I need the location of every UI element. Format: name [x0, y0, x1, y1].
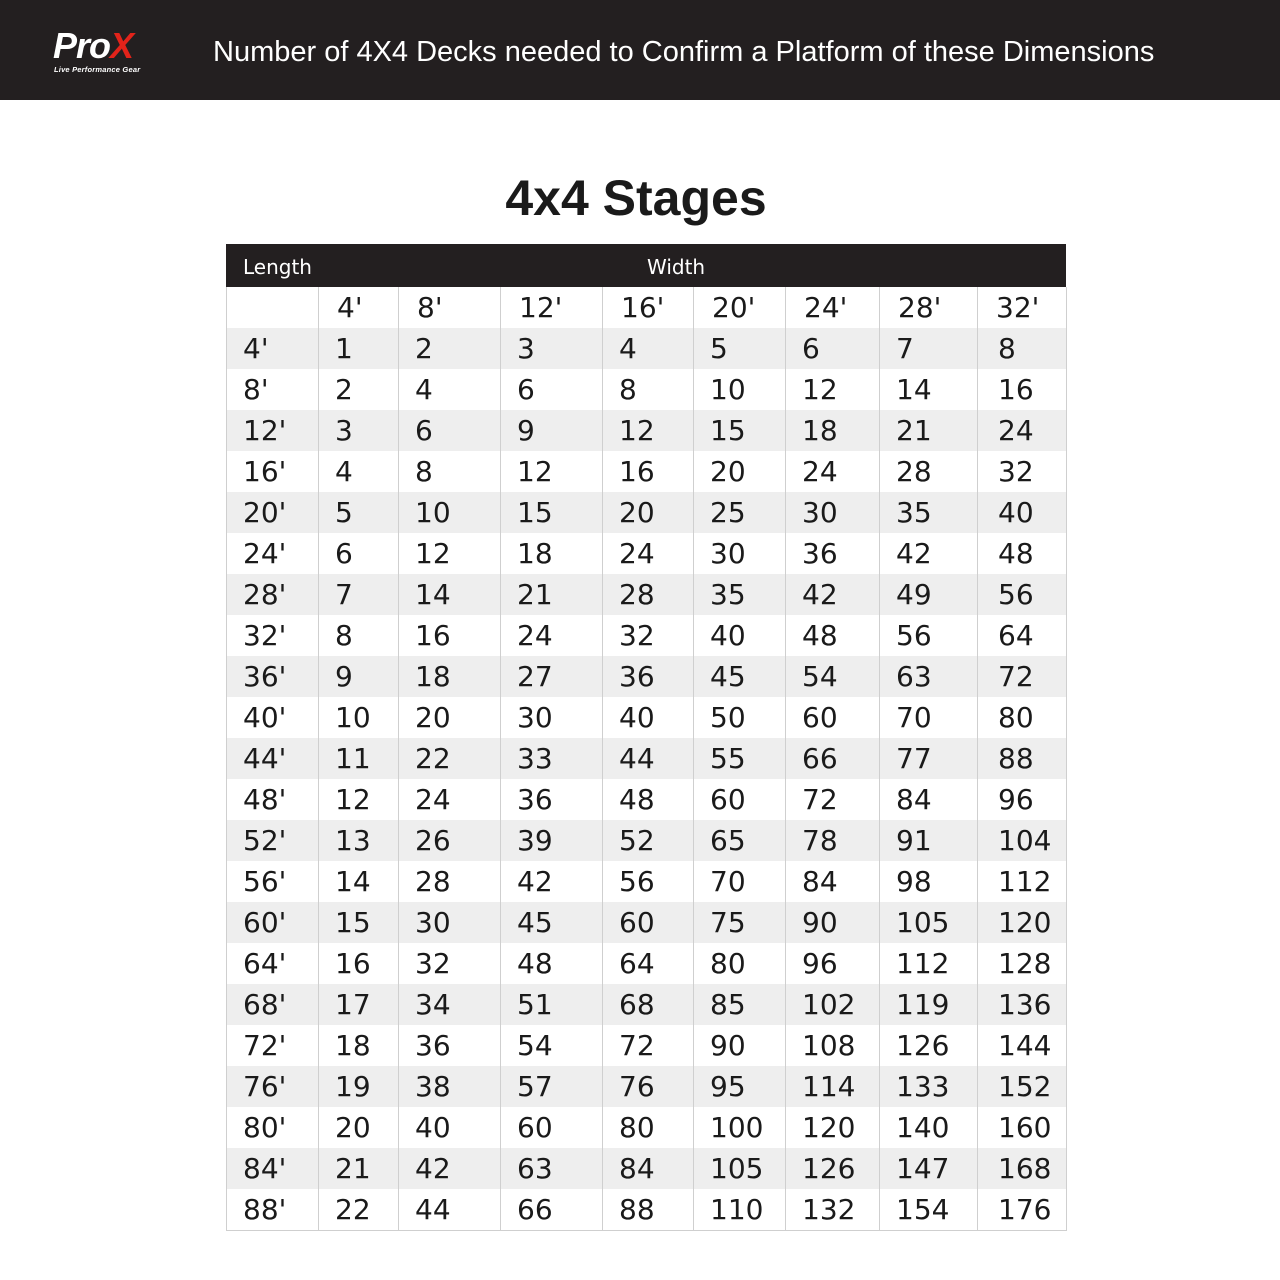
- table-row: [227, 738, 1067, 779]
- deck-count-cell: 28: [880, 451, 978, 492]
- width-header: Width: [647, 255, 706, 279]
- deck-count-cell: 20: [319, 1107, 399, 1148]
- deck-count-cell: 36: [501, 779, 603, 820]
- table-row: [227, 1189, 1067, 1231]
- deck-count-cell: 49: [880, 574, 978, 615]
- deck-count-cell: 30: [399, 902, 501, 943]
- table-row: [227, 492, 1067, 533]
- width-column-header: 8': [399, 287, 501, 328]
- width-column-header: 28': [880, 287, 978, 328]
- table-row: [227, 410, 1067, 451]
- deck-count-cell: 95: [694, 1066, 786, 1107]
- deck-count-cell: 80: [694, 943, 786, 984]
- deck-count-cell: 57: [501, 1066, 603, 1107]
- deck-count-cell: 48: [603, 779, 694, 820]
- deck-count-cell: 2: [319, 369, 399, 410]
- deck-count-cell: 60: [786, 697, 880, 738]
- corner-cell: [227, 287, 319, 328]
- deck-count-cell: 8: [603, 369, 694, 410]
- deck-count-cell: 36: [786, 533, 880, 574]
- table-row: [227, 1148, 1067, 1189]
- width-column-header: 24': [786, 287, 880, 328]
- length-row-header: 88': [227, 1189, 319, 1231]
- deck-count-cell: 176: [978, 1189, 1067, 1231]
- deck-count-cell: 77: [880, 738, 978, 779]
- deck-count-cell: 40: [694, 615, 786, 656]
- deck-count-cell: 16: [319, 943, 399, 984]
- deck-count-cell: 154: [880, 1189, 978, 1231]
- length-row-header: 32': [227, 615, 319, 656]
- table-row: [227, 451, 1067, 492]
- deck-count-cell: 96: [978, 779, 1067, 820]
- table-row: [227, 369, 1067, 410]
- deck-count-cell: 14: [399, 574, 501, 615]
- deck-count-cell: 21: [319, 1148, 399, 1189]
- deck-count-cell: 160: [978, 1107, 1067, 1148]
- deck-count-cell: 65: [694, 820, 786, 861]
- table-row: [227, 820, 1067, 861]
- deck-count-cell: 88: [978, 738, 1067, 779]
- length-row-header: 80': [227, 1107, 319, 1148]
- deck-count-cell: 64: [603, 943, 694, 984]
- deck-count-cell: 105: [694, 1148, 786, 1189]
- deck-count-cell: 63: [501, 1148, 603, 1189]
- deck-count-cell: 84: [786, 861, 880, 902]
- deck-count-cell: 22: [399, 738, 501, 779]
- deck-count-cell: 5: [319, 492, 399, 533]
- deck-count-cell: 51: [501, 984, 603, 1025]
- deck-count-cell: 30: [694, 533, 786, 574]
- deck-count-cell: 21: [501, 574, 603, 615]
- deck-count-cell: 35: [880, 492, 978, 533]
- deck-count-cell: 24: [501, 615, 603, 656]
- deck-count-cell: 80: [978, 697, 1067, 738]
- deck-count-cell: 96: [786, 943, 880, 984]
- deck-count-cell: 126: [786, 1148, 880, 1189]
- table-row: [227, 902, 1067, 943]
- table-row: [227, 615, 1067, 656]
- deck-count-cell: 3: [501, 328, 603, 369]
- deck-count-cell: 18: [786, 410, 880, 451]
- length-row-header: 28': [227, 574, 319, 615]
- deck-count-cell: 28: [603, 574, 694, 615]
- deck-count-cell: 8: [399, 451, 501, 492]
- deck-count-cell: 100: [694, 1107, 786, 1148]
- deck-count-cell: 14: [319, 861, 399, 902]
- deck-count-cell: 32: [603, 615, 694, 656]
- deck-count-cell: 16: [399, 615, 501, 656]
- deck-count-cell: 16: [978, 369, 1067, 410]
- length-row-header: 56': [227, 861, 319, 902]
- width-column-header: 16': [603, 287, 694, 328]
- deck-count-cell: 10: [694, 369, 786, 410]
- deck-count-cell: 55: [694, 738, 786, 779]
- deck-count-cell: 15: [694, 410, 786, 451]
- deck-count-cell: 152: [978, 1066, 1067, 1107]
- logo-tagline: Live Performance Gear: [54, 65, 141, 74]
- deck-count-cell: 52: [603, 820, 694, 861]
- deck-count-cell: 40: [399, 1107, 501, 1148]
- deck-count-cell: 44: [399, 1189, 501, 1231]
- deck-count-cell: 132: [786, 1189, 880, 1231]
- deck-count-cell: 45: [501, 902, 603, 943]
- deck-count-cell: 56: [603, 861, 694, 902]
- length-row-header: 4': [227, 328, 319, 369]
- deck-count-cell: 85: [694, 984, 786, 1025]
- deck-count-cell: 35: [694, 574, 786, 615]
- column-header-row: [227, 287, 1067, 328]
- deck-count-cell: 60: [603, 902, 694, 943]
- deck-count-cell: 112: [880, 943, 978, 984]
- deck-count-cell: 70: [694, 861, 786, 902]
- deck-count-cell: 108: [786, 1025, 880, 1066]
- deck-count-cell: 15: [319, 902, 399, 943]
- deck-count-cell: 84: [880, 779, 978, 820]
- deck-count-cell: 70: [880, 697, 978, 738]
- deck-count-cell: 126: [880, 1025, 978, 1066]
- deck-count-cell: 10: [319, 697, 399, 738]
- length-row-header: 12': [227, 410, 319, 451]
- deck-count-cell: 91: [880, 820, 978, 861]
- deck-count-cell: 72: [603, 1025, 694, 1066]
- deck-count-cell: 24: [399, 779, 501, 820]
- deck-count-cell: 6: [399, 410, 501, 451]
- length-row-header: 20': [227, 492, 319, 533]
- deck-count-cell: 50: [694, 697, 786, 738]
- deck-count-cell: 120: [978, 902, 1067, 943]
- deck-count-cell: 9: [319, 656, 399, 697]
- width-column-header: 32': [978, 287, 1067, 328]
- deck-count-cell: 8: [319, 615, 399, 656]
- deck-count-cell: 21: [880, 410, 978, 451]
- deck-count-cell: 48: [501, 943, 603, 984]
- deck-count-cell: 78: [786, 820, 880, 861]
- deck-count-cell: 68: [603, 984, 694, 1025]
- deck-count-cell: 4: [603, 328, 694, 369]
- deck-count-cell: 12: [399, 533, 501, 574]
- length-row-header: 60': [227, 902, 319, 943]
- deck-count-cell: 42: [501, 861, 603, 902]
- deck-count-cell: 32: [399, 943, 501, 984]
- table-row: [227, 1107, 1067, 1148]
- header-banner: [0, 0, 1280, 100]
- decks-grid: [226, 287, 1067, 1231]
- deck-count-cell: 34: [399, 984, 501, 1025]
- table-header-bar: [226, 244, 1066, 287]
- deck-count-cell: 6: [501, 369, 603, 410]
- deck-count-cell: 19: [319, 1066, 399, 1107]
- width-column-header: 4': [319, 287, 399, 328]
- deck-count-cell: 4: [399, 369, 501, 410]
- length-row-header: 68': [227, 984, 319, 1025]
- table-row: [227, 328, 1067, 369]
- deck-count-cell: 16: [603, 451, 694, 492]
- deck-count-cell: 36: [603, 656, 694, 697]
- deck-count-cell: 104: [978, 820, 1067, 861]
- length-row-header: 52': [227, 820, 319, 861]
- deck-count-cell: 54: [501, 1025, 603, 1066]
- deck-count-cell: 56: [880, 615, 978, 656]
- deck-count-cell: 40: [978, 492, 1067, 533]
- deck-count-cell: 1: [319, 328, 399, 369]
- deck-count-cell: 27: [501, 656, 603, 697]
- deck-count-cell: 22: [319, 1189, 399, 1231]
- deck-count-cell: 63: [880, 656, 978, 697]
- deck-count-cell: 36: [399, 1025, 501, 1066]
- deck-count-cell: 30: [501, 697, 603, 738]
- width-column-header: 20': [694, 287, 786, 328]
- length-row-header: 36': [227, 656, 319, 697]
- deck-count-cell: 25: [694, 492, 786, 533]
- logo-wordmark: [53, 25, 134, 66]
- deck-count-cell: 72: [978, 656, 1067, 697]
- deck-count-cell: 144: [978, 1025, 1067, 1066]
- deck-count-cell: 28: [399, 861, 501, 902]
- deck-count-cell: 110: [694, 1189, 786, 1231]
- deck-count-cell: 90: [786, 902, 880, 943]
- length-row-header: 84': [227, 1148, 319, 1189]
- length-row-header: 8': [227, 369, 319, 410]
- deck-count-cell: 45: [694, 656, 786, 697]
- deck-count-cell: 13: [319, 820, 399, 861]
- deck-count-cell: 133: [880, 1066, 978, 1107]
- deck-count-cell: 120: [786, 1107, 880, 1148]
- length-header: Length: [243, 255, 312, 279]
- table-row: [227, 943, 1067, 984]
- page-title: 4x4 Stages: [505, 170, 767, 226]
- logo-wordmark-x: X: [110, 25, 134, 66]
- length-row-header: 64': [227, 943, 319, 984]
- deck-count-cell: 9: [501, 410, 603, 451]
- deck-count-cell: 54: [786, 656, 880, 697]
- table-row: [227, 574, 1067, 615]
- deck-count-cell: 66: [786, 738, 880, 779]
- deck-count-cell: 76: [603, 1066, 694, 1107]
- deck-count-cell: 98: [880, 861, 978, 902]
- deck-count-cell: 42: [399, 1148, 501, 1189]
- deck-count-cell: 8: [978, 328, 1067, 369]
- deck-count-cell: 114: [786, 1066, 880, 1107]
- deck-count-cell: 12: [603, 410, 694, 451]
- deck-count-cell: 147: [880, 1148, 978, 1189]
- deck-count-cell: 48: [786, 615, 880, 656]
- deck-count-cell: 75: [694, 902, 786, 943]
- deck-count-cell: 42: [786, 574, 880, 615]
- deck-count-cell: 30: [786, 492, 880, 533]
- deck-count-cell: 12: [319, 779, 399, 820]
- deck-count-cell: 18: [501, 533, 603, 574]
- deck-count-cell: 10: [399, 492, 501, 533]
- deck-count-cell: 20: [603, 492, 694, 533]
- deck-count-cell: 2: [399, 328, 501, 369]
- deck-count-cell: 12: [501, 451, 603, 492]
- deck-count-cell: 42: [880, 533, 978, 574]
- deck-count-cell: 24: [786, 451, 880, 492]
- deck-count-cell: 84: [603, 1148, 694, 1189]
- deck-count-cell: 15: [501, 492, 603, 533]
- length-row-header: 76': [227, 1066, 319, 1107]
- table-row: [227, 1025, 1067, 1066]
- length-row-header: 40': [227, 697, 319, 738]
- deck-count-cell: 20: [694, 451, 786, 492]
- deck-count-cell: 26: [399, 820, 501, 861]
- deck-count-cell: 105: [880, 902, 978, 943]
- deck-count-cell: 72: [786, 779, 880, 820]
- table-row: [227, 697, 1067, 738]
- deck-count-cell: 80: [603, 1107, 694, 1148]
- length-row-header: 24': [227, 533, 319, 574]
- deck-count-cell: 136: [978, 984, 1067, 1025]
- deck-count-cell: 119: [880, 984, 978, 1025]
- deck-count-cell: 140: [880, 1107, 978, 1148]
- deck-count-cell: 6: [786, 328, 880, 369]
- deck-count-cell: 39: [501, 820, 603, 861]
- deck-count-cell: 24: [603, 533, 694, 574]
- table-row: [227, 533, 1067, 574]
- deck-count-cell: 5: [694, 328, 786, 369]
- logo-wordmark-pro: Pro: [53, 25, 111, 66]
- table-row: [227, 984, 1067, 1025]
- deck-count-cell: 38: [399, 1066, 501, 1107]
- deck-count-cell: 88: [603, 1189, 694, 1231]
- table-row: [227, 656, 1067, 697]
- deck-count-cell: 168: [978, 1148, 1067, 1189]
- length-row-header: 16': [227, 451, 319, 492]
- width-column-header: 12': [501, 287, 603, 328]
- deck-count-cell: 90: [694, 1025, 786, 1066]
- deck-count-cell: 44: [603, 738, 694, 779]
- deck-count-cell: 6: [319, 533, 399, 574]
- deck-count-cell: 66: [501, 1189, 603, 1231]
- deck-count-cell: 48: [978, 533, 1067, 574]
- deck-count-cell: 17: [319, 984, 399, 1025]
- deck-count-cell: 7: [319, 574, 399, 615]
- table-row: [227, 779, 1067, 820]
- deck-count-cell: 18: [319, 1025, 399, 1066]
- deck-count-cell: 18: [399, 656, 501, 697]
- deck-count-cell: 11: [319, 738, 399, 779]
- deck-count-cell: 7: [880, 328, 978, 369]
- table-row: [227, 861, 1067, 902]
- deck-count-cell: 40: [603, 697, 694, 738]
- deck-count-cell: 60: [501, 1107, 603, 1148]
- deck-count-cell: 60: [694, 779, 786, 820]
- deck-count-cell: 112: [978, 861, 1067, 902]
- deck-count-cell: 56: [978, 574, 1067, 615]
- deck-count-cell: 32: [978, 451, 1067, 492]
- deck-count-cell: 102: [786, 984, 880, 1025]
- length-row-header: 72': [227, 1025, 319, 1066]
- table-row: [227, 1066, 1067, 1107]
- deck-count-cell: 20: [399, 697, 501, 738]
- banner-title: Number of 4X4 Decks needed to Confirm a Platform of these Dimensions: [213, 36, 1155, 68]
- deck-count-cell: 4: [319, 451, 399, 492]
- length-row-header: 44': [227, 738, 319, 779]
- decks-table: [226, 244, 1066, 1231]
- prox-logo[interactable]: [50, 25, 180, 78]
- deck-count-cell: 33: [501, 738, 603, 779]
- length-row-header: 48': [227, 779, 319, 820]
- deck-count-cell: 3: [319, 410, 399, 451]
- deck-count-cell: 128: [978, 943, 1067, 984]
- deck-count-cell: 64: [978, 615, 1067, 656]
- deck-count-cell: 14: [880, 369, 978, 410]
- deck-count-cell: 12: [786, 369, 880, 410]
- deck-count-cell: 24: [978, 410, 1067, 451]
